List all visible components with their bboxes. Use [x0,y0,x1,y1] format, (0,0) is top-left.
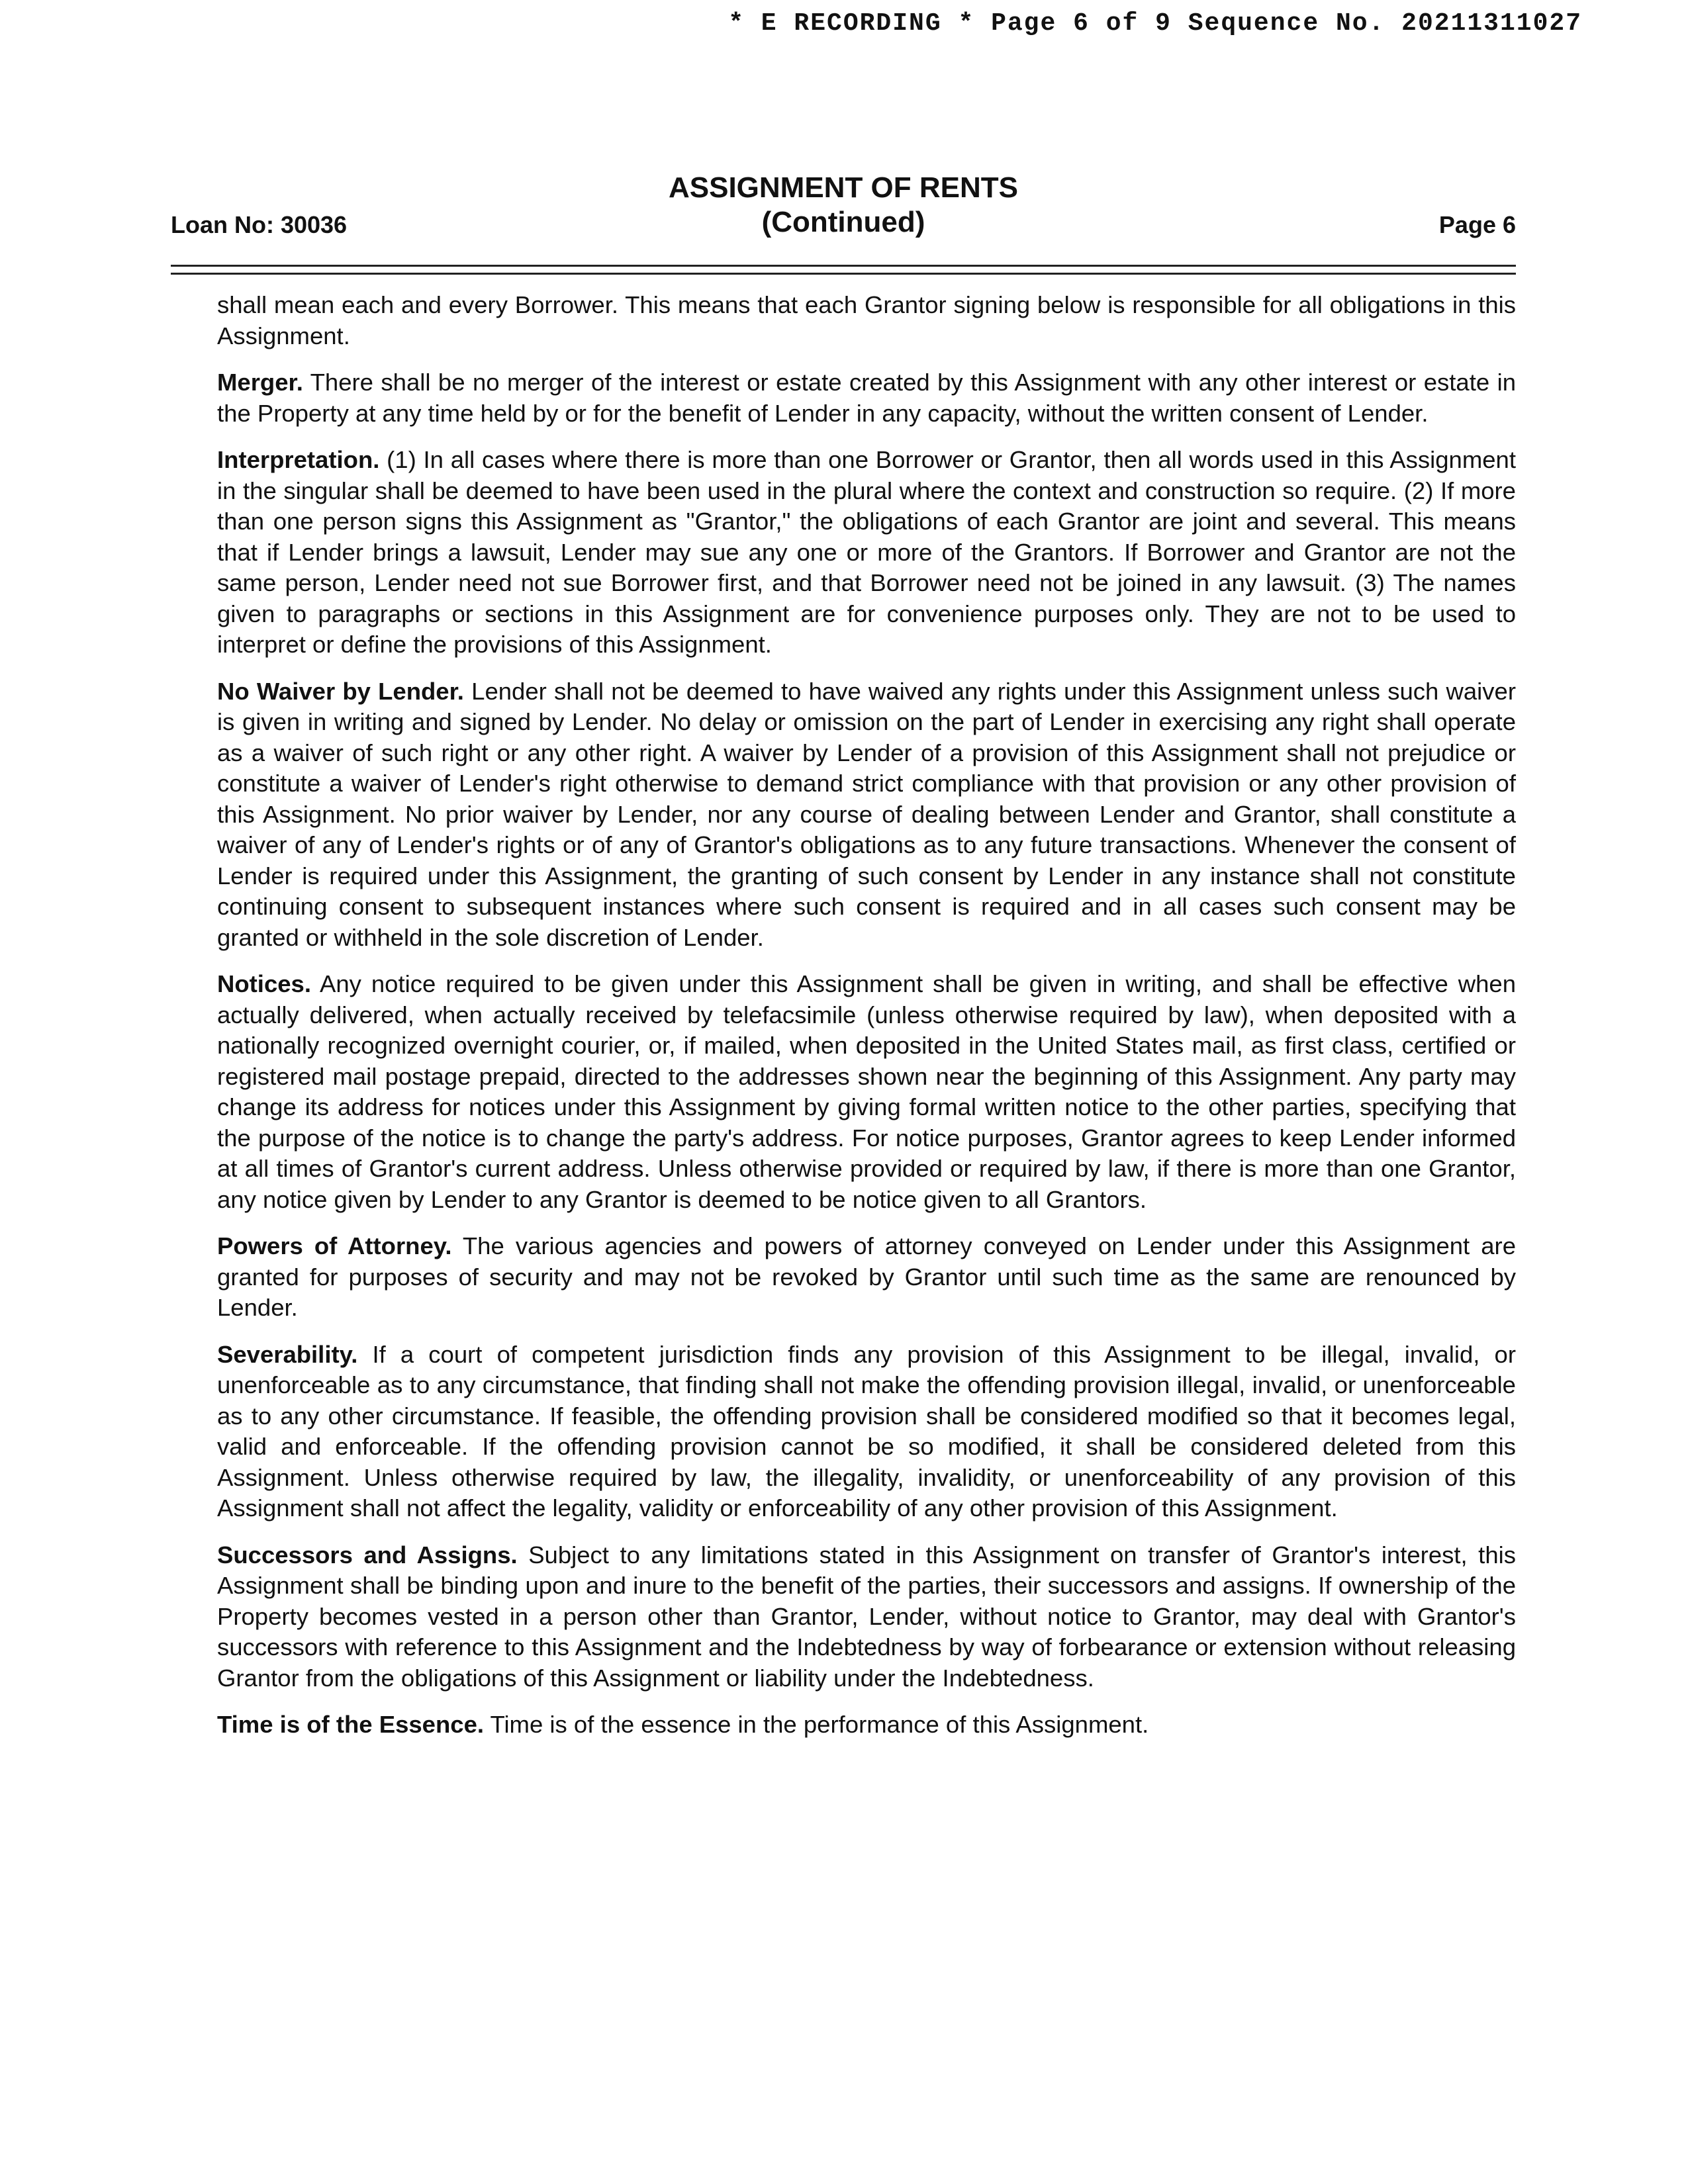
paragraph-text: Time is of the essence in the performance of this Assignment. [490,1711,1149,1738]
paragraph-heading: Time is of the Essence. [217,1711,485,1738]
paragraph-text: If a court of competent jurisdiction finds any provision of this Assignment to be illegal, invalid, or unenforceable as to any circumstance, that finding shall not make the offending provision illegal, invalid, or unenforceable as to any other circumstance. If feasible, the offending provision shall be considered modified so that it becomes legal, valid and enforceable. If the offending provision cannot be so modified, it shall be considered deleted from this Assignment. Unless otherwise required by law, the illegality, invalidity, or unenforceability of any provision of this Assignment shall not affect the legality, validity or enforceability of any other provision of this Assignment. [217,1340,1516,1522]
paragraph-text: The various agencies and powers of attorney conveyed on Lender under this Assignment are granted for purposes of security and may not be revoked by Grantor until such time as the same are renounced by Lender. [217,1232,1516,1321]
paragraph-heading: Notices. [217,970,311,997]
paragraph-text: (1) In all cases where there is more than one Borrower or Grantor, then all words used in this Assignment in the singular shall be deemed to have been used in the plural where the context and construction so require. (2) If more than one person signs this Assignment as "Grantor," the obligations of each Grantor are joint and several. This means that if Lender brings a lawsuit, Lender may sue any one or more of the Grantors. If Borrower and Grantor are not the same person, Lender need not sue Borrower first, and that Borrower need not be joined in any lawsuit. (3) The names given to paragraphs or sections in this Assignment are for convenience purposes only. They are not to be used to interpret or define the provisions of this Assignment. [217,446,1516,658]
paragraph-merger [217,367,1516,429]
paragraph-interpretation [217,445,1516,660]
document-body [217,290,1516,1756]
paragraph-text: Subject to any limitations stated in this Assignment on transfer of Grantor's interest, this Assignment shall be binding upon and inure to the benefit of the parties, their successors and assigns. If ownership of the Property becomes vested in a person other than Grantor, Lender, without notice to Grantor, may deal with Grantor's successors with reference to this Assignment and the Indebtedness by way of forbearance or extension without releasing Grantor from the obligations of this Assignment or liability under the Indebtedness. [217,1541,1516,1692]
document-header [171,171,1516,244]
paragraph-borrower-continued [217,290,1516,351]
paragraph-notices [217,969,1516,1215]
paragraph-severability [217,1340,1516,1524]
paragraph-time-is-of-the-essence [217,1709,1516,1741]
paragraph-heading: Severability. [217,1340,358,1368]
document-title: ASSIGNMENT OF RENTS [668,171,1019,204]
paragraph-text: Lender shall not be deemed to have waived any rights under this Assignment unless such waiver is given in writing and signed by Lender. No delay or omission on the part of Lender in exercising any right shall operate as a waiver of such right or any other right. A waiver by Lender of a provision of this Assignment shall not prejudice or constitute a waiver of Lender's right otherwise to demand strict compliance with that provision or any other provision of this Assignment. No prior waiver by Lender, nor any course of dealing between Lender and Grantor, shall constitute a waiver of any of Lender's rights or of any of Grantor's obligations as to any future transactions. Whenever the consent of Lender is required under this Assignment, the granting of such consent by Lender in any instance shall not constitute continuing consent to subsequent instances where such consent is required and in all cases such consent may be granted or withheld in the sole discretion of Lender. [217,677,1516,951]
paragraph-powers-of-attorney [217,1231,1516,1324]
paragraph-heading: Powers of Attorney. [217,1232,452,1259]
paragraph-successors-and-assigns [217,1540,1516,1694]
loan-number: Loan No: 30036 [171,211,348,238]
page-number: Page 6 [1438,211,1516,238]
recording-header: * E RECORDING * Page 6 of 9 Sequence No. 20211311027 [728,9,1582,38]
paragraph-no-waiver [217,676,1516,954]
header-divider-top [171,265,1516,267]
document-subtitle: (Continued) [761,206,925,238]
paragraph-text: shall mean each and every Borrower. This means that each Grantor signing below is responsible for all obligations in this Assignment. [217,291,1516,349]
paragraph-heading: No Waiver by Lender. [217,677,464,705]
header-divider-bottom [171,273,1516,275]
paragraph-heading: Merger. [217,369,303,396]
paragraph-text: There shall be no merger of the interest or estate created by this Assignment with any other interest or estate in the Property at any time held by or for the benefit of Lender in any capacity, without the written consent of Lender. [217,369,1516,427]
paragraph-heading: Interpretation. [217,446,380,473]
paragraph-text: Any notice required to be given under this Assignment shall be given in writing, and shall be effective when actually delivered, when actually received by telefacsimile (unless otherwise required by law), when deposited with a nationally recognized overnight courier, or, if mailed, when deposited in the United States mail, as first class, certified or registered mail postage prepaid, directed to the addresses shown near the beginning of this Assignment. Any party may change its address for notices under this Assignment by giving formal written notice to the other parties, specifying that the purpose of the notice is to change the party's address. For notice purposes, Grantor agrees to keep Lender informed at all times of Grantor's current address. Unless otherwise provided or required by law, if there is more than one Grantor, any notice given by Lender to any Grantor is deemed to be notice given to all Grantors. [217,970,1516,1213]
paragraph-heading: Successors and Assigns. [217,1541,518,1569]
